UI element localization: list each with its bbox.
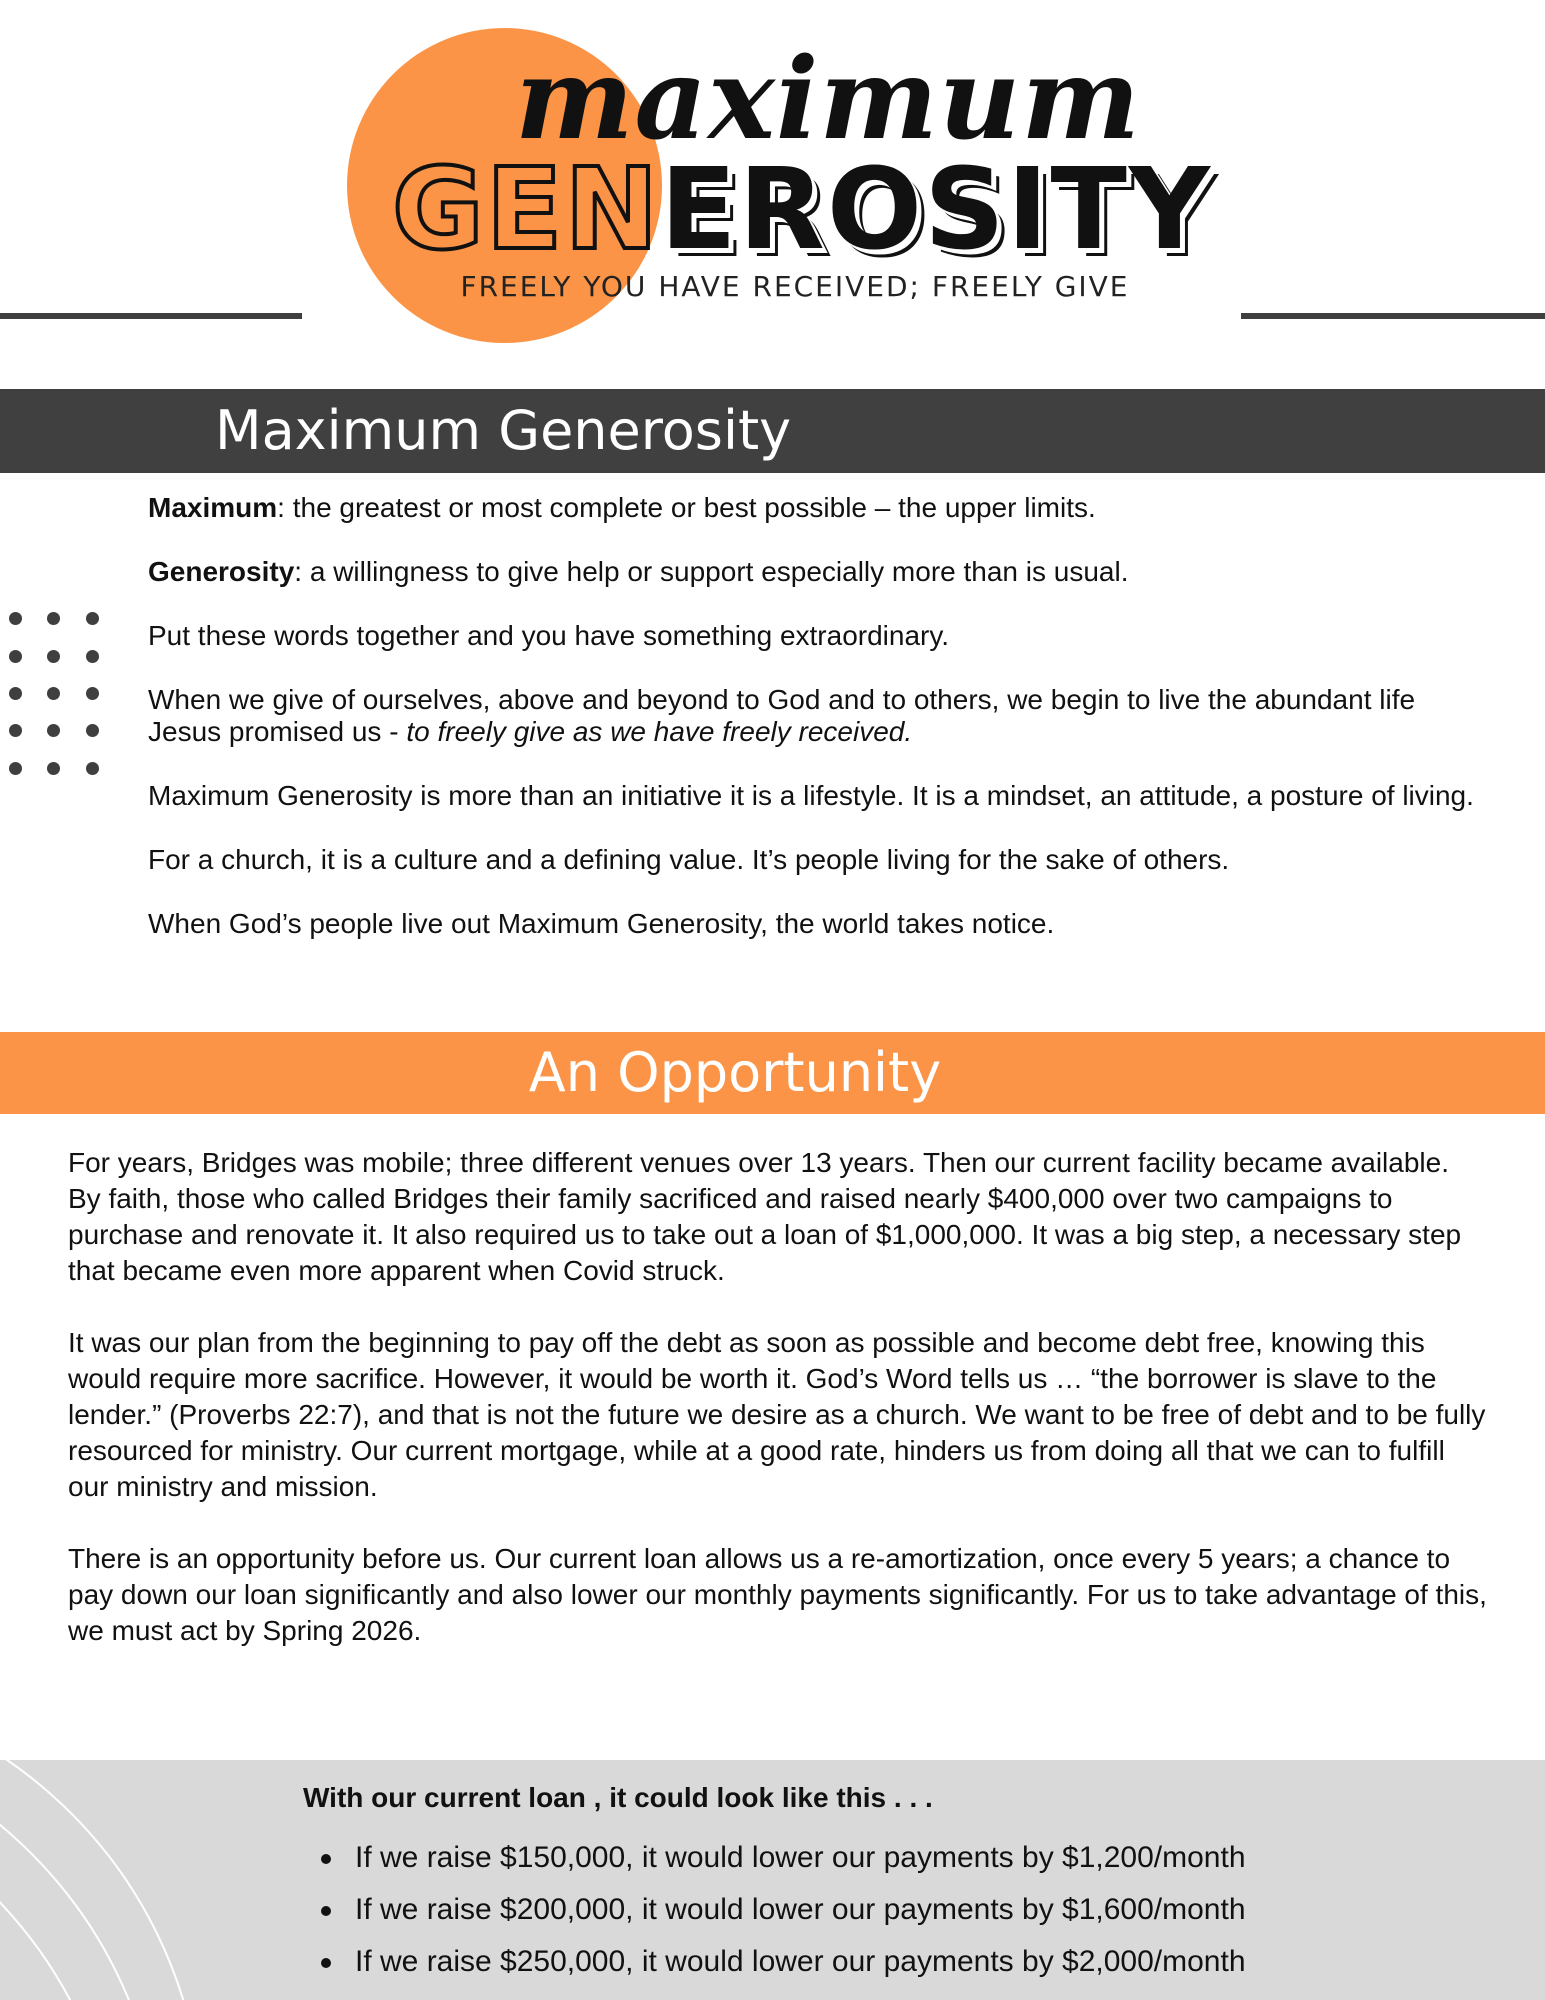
section-title: Maximum Generosity (215, 399, 792, 462)
paragraph-text: When we give of ourselves, above and beyond to God and to others, we begin to live the abundant life Jesus promised us - (148, 684, 1416, 747)
paragraph: For a church, it is a culture and a defining value. It’s people living for the sake of others. (148, 844, 1230, 875)
list-item: If we raise $150,000, it would lower our payments by $1,200/month (303, 1832, 1246, 1884)
paragraph: Put these words together and you have something extraordinary. (148, 620, 950, 651)
definition-text: : a willingness to give help or support especially more than is usual. (294, 556, 1129, 587)
definition-term: Generosity (148, 556, 295, 587)
list-item: If we raise $250,000, it would lower our payments by $2,000/month (303, 1936, 1246, 1988)
definition-term: Maximum (148, 492, 278, 523)
definition-maximum (148, 492, 1488, 524)
definition-text: : the greatest or most complete or best possible – the upper limits. (277, 492, 1096, 523)
paragraph: When God’s people live out Maximum Generosity, the world takes notice. (148, 908, 1055, 939)
section-title: An Opportunity (528, 1041, 942, 1104)
loan-scenario-list (303, 1832, 1246, 1988)
paragraph (148, 684, 1488, 748)
paragraph: For years, Bridges was mobile; three different venues over 13 years. Then our current facility became available. By faith, those who called Bridges their family sacrificed and raised nearly $400,000 over two campaigns to purchase and renovate it. It also required us to take out a loan of $1,000,000. It was a big step, a necessary step that became even more apparent when Covid struck. (68, 1147, 1462, 1286)
loan-summary-box (0, 1760, 1545, 2000)
logo-script-word: maximum (515, 34, 1141, 165)
definition-generosity (148, 556, 1488, 588)
decorative-dots (9, 612, 105, 782)
paragraph: It was our plan from the beginning to pay off the debt as soon as possible and become debt free, knowing this would require more sacrifice. However, it would be worth it. God’s Word tells us … “the borrower is slave to the lender.” (Proverbs 22:7), and that is not the future we desire as a church. We want to be free of debt and to be fully resourced for ministry. Our current mortgage, while at a good rate, hinders us from doing all that we can to fulfill our ministry and mission. (68, 1327, 1486, 1502)
paragraph: There is an opportunity before us. Our current loan allows us a re-amortization, once every 5 years; a chance to pay down our loan significantly and also lower our monthly payments significantly. For us to take advantage of this, we must act by Spring 2026. (68, 1543, 1487, 1646)
paragraph-italic: to freely give as we have freely received. (406, 716, 913, 747)
header-divider-right (1241, 313, 1545, 319)
section-banner-opportunity (0, 1032, 1545, 1114)
tagline: FREELY YOU HAVE RECEIVED; FREELY GIVE (460, 270, 1130, 303)
list-item: If we raise $200,000, it would lower our payments by $1,600/month (303, 1884, 1246, 1936)
logo-outline-part: GEN (392, 145, 661, 275)
section-banner-maximum (0, 389, 1545, 473)
logo-main-word (392, 145, 1212, 275)
header-divider-left (0, 313, 302, 319)
definitions-section (148, 492, 1488, 972)
opportunity-body (68, 1145, 1488, 1685)
logo-solid-part: EROSITY (660, 145, 1212, 275)
paragraph: Maximum Generosity is more than an initiative it is a lifestyle. It is a mindset, an attitude, a posture of living. (148, 780, 1474, 811)
loan-heading: With our current loan , it could look like this . . . (303, 1782, 933, 1813)
